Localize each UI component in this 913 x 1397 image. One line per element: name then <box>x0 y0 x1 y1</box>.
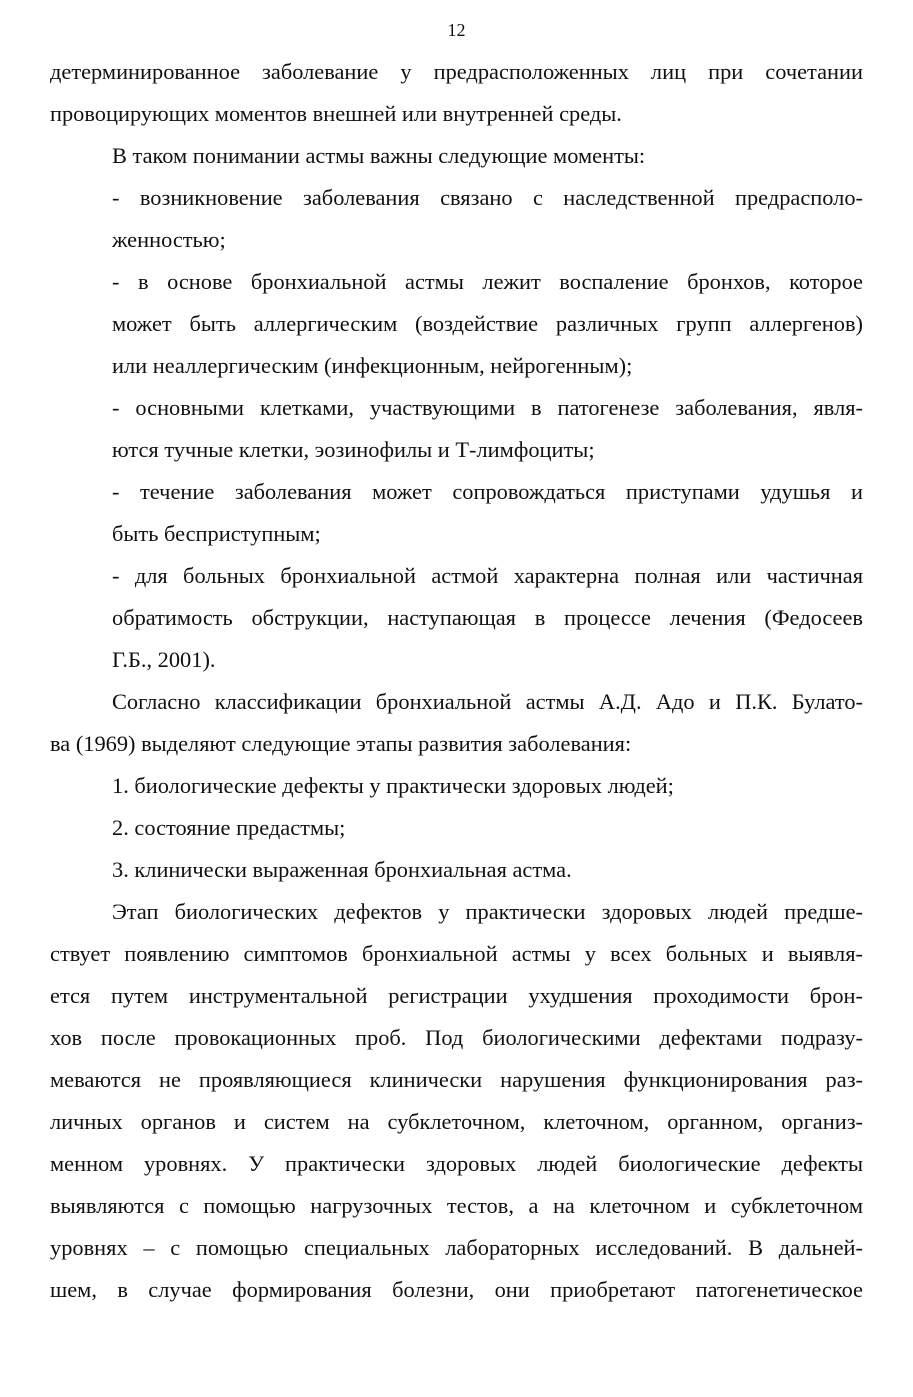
text-line: хов после провокационных проб. Под биологическими дефектами подразу- <box>50 1025 863 1050</box>
text-line: личных органов и систем на субклеточном, клеточном, органном, организ- <box>50 1109 863 1134</box>
page-number: 12 <box>447 20 466 40</box>
numbered-item: 2. состояние предастмы; <box>112 815 346 840</box>
list-item: - течение заболевания может сопровождаться приступами удушья и <box>112 479 863 504</box>
text-line: Г.Б., 2001). <box>112 647 216 672</box>
text-line: обратимость обструкции, наступающая в процессе лечения (Федосеев <box>112 605 863 630</box>
list-item: - возникновение заболевания связано с наследственной предрасполо- <box>112 185 863 210</box>
numbered-item: 1. биологические дефекты у практически здоровых людей; <box>112 773 674 798</box>
text-line: женностью; <box>112 227 226 252</box>
list-item: - в основе бронхиальной астмы лежит воспаление бронхов, которое <box>112 269 863 294</box>
text-line: ются тучные клетки, эозинофилы и Т-лимфоциты; <box>112 437 595 462</box>
list-item: - основными клетками, участвующими в патогенезе заболевания, явля- <box>112 395 863 420</box>
text-line: выявляются с помощью нагрузочных тестов, а на клеточном и субклеточном <box>50 1193 863 1218</box>
text-line: В таком понимании астмы важны следующие моменты: <box>112 143 646 168</box>
text-line: провоцирующих моментов внешней или внутренней среды. <box>50 101 622 126</box>
numbered-item: 3. клинически выраженная бронхиальная астма. <box>112 857 572 882</box>
text-line: шем, в случае формирования болезни, они приобретают патогенетическое <box>50 1277 863 1302</box>
text-line: менном уровнях. У практически здоровых людей биологические дефекты <box>50 1151 863 1176</box>
text-line: ствует появлению симптомов бронхиальной астмы у всех больных и выявля- <box>50 941 863 966</box>
text-line: уровнях – с помощью специальных лабораторных исследований. В дальней- <box>50 1235 863 1260</box>
text-line: быть бесприступным; <box>112 521 321 546</box>
text-line: ется путем инструментальной регистрации ухудшения проходимости брон- <box>50 983 863 1008</box>
text-line: или неаллергическим (инфекционным, нейрогенным); <box>112 353 633 378</box>
text-line: может быть аллергическим (воздействие различных групп аллергенов) <box>112 311 863 336</box>
text-line: детерминированное заболевание у предрасположенных лиц при сочетании <box>50 59 863 84</box>
paragraph-line: Этап биологических дефектов у практически здоровых людей предше- <box>112 899 863 924</box>
list-item: - для больных бронхиальной астмой характерна полная или частичная <box>112 563 863 588</box>
text-line: ва (1969) выделяют следующие этапы развития заболевания: <box>50 731 632 756</box>
paragraph-line: Согласно классификации бронхиальной астмы А.Д. Адо и П.К. Булато- <box>112 689 863 714</box>
text-line: меваются не проявляющиеся клинически нарушения функционирования раз- <box>50 1067 863 1092</box>
